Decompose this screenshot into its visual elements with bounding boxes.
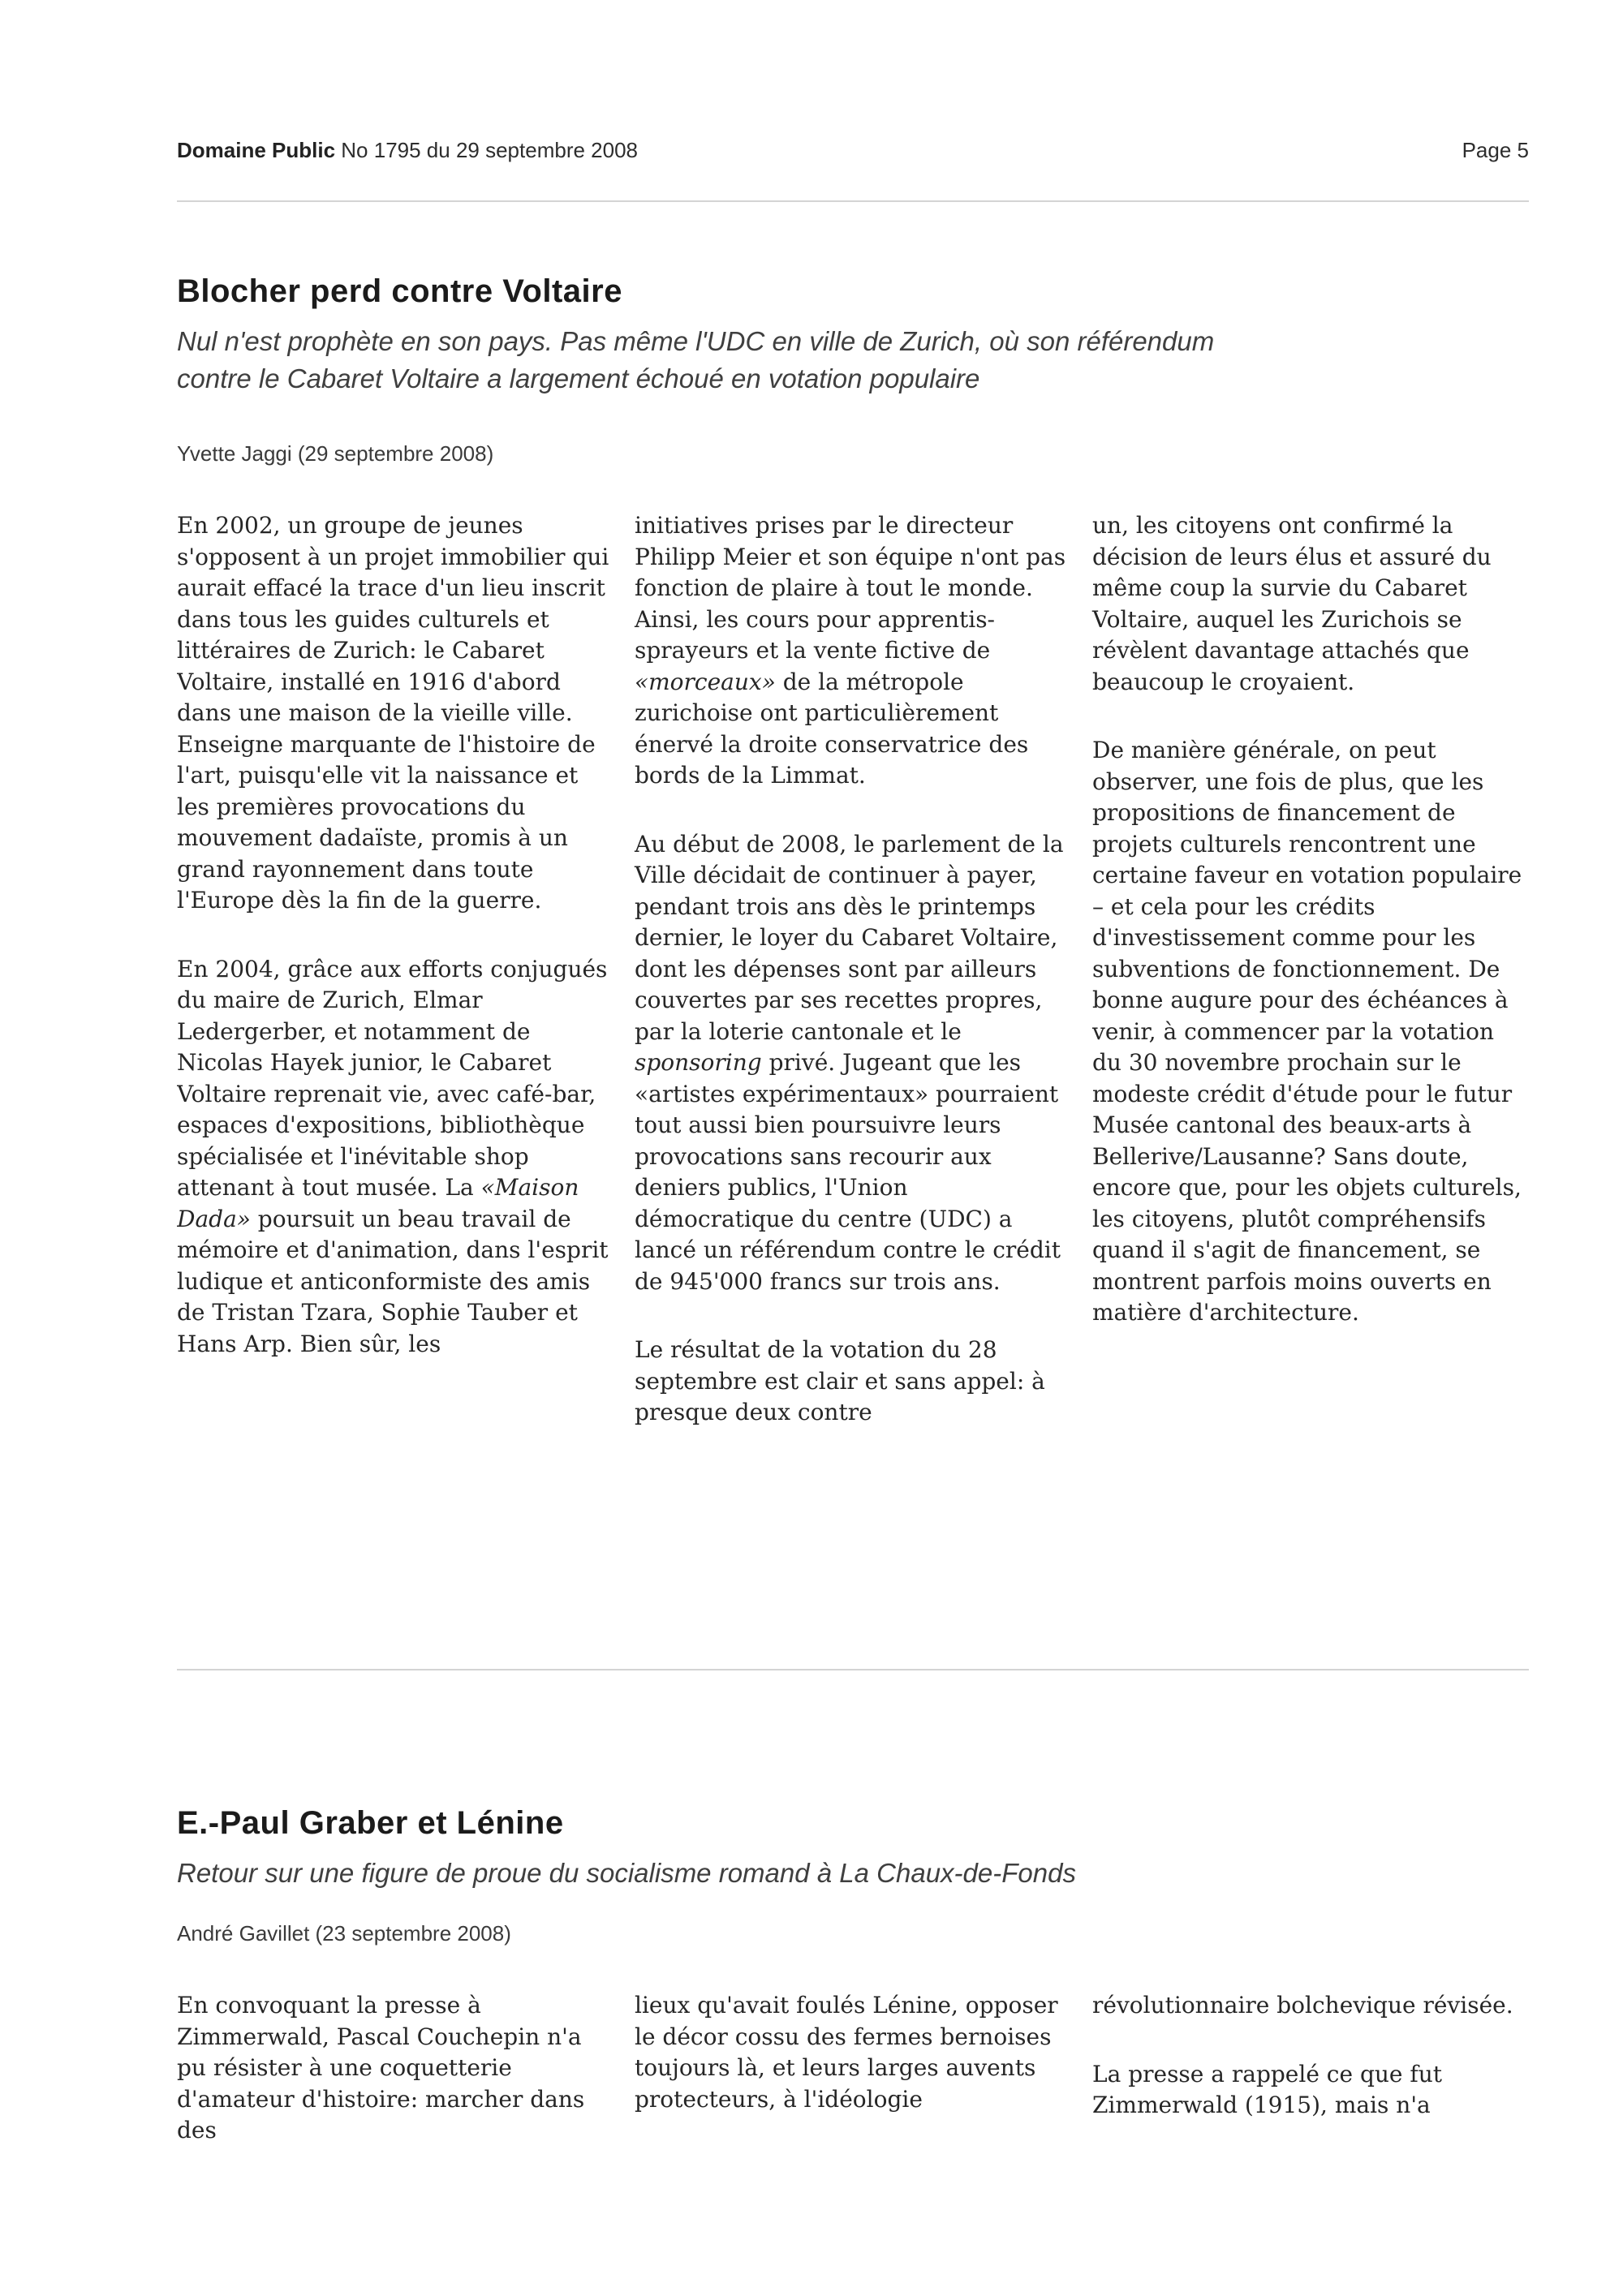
text-run: Le résultat de la votation du 28 septembre est clair et sans appel: à presque deux contre [635, 1336, 1045, 1425]
body-paragraph [1092, 1990, 1529, 2022]
page-header [177, 0, 1529, 163]
body-paragraph [635, 829, 1071, 1298]
text-column [1092, 510, 1529, 1640]
article-title: Blocher perd contre Voltaire [177, 273, 622, 309]
body-paragraph [1092, 510, 1529, 698]
page-number: Page 5 [1462, 138, 1529, 162]
body-paragraph [635, 1990, 1071, 2115]
header-divider [177, 200, 1529, 202]
text-run: poursuit un beau travail de mémoire et d'animation, dans l'esprit ludique et anticonformiste des amis de Tristan Tzara, Sophie Tauber et Hans Arp. Bien sûr, les [177, 1205, 609, 1357]
article-title: E.-Paul Graber et Lénine [177, 1805, 564, 1841]
italic-run: «morceaux» [635, 668, 776, 695]
issue-info: No 1795 du 29 septembre 2008 [341, 138, 638, 162]
text-run: La presse a rappelé ce que fut Zimmerwald (1915), mais n'a [1092, 2060, 1443, 2118]
article-subtitle: Nul n'est prophète en son pays. Pas même l'UDC en ville de Zurich, où son référendum contre le Cabaret Voltaire a largement échoué en votation populaire [177, 326, 1215, 393]
italic-run: «Maison Dada» [177, 1174, 579, 1232]
article-byline: Yvette Jaggi (29 septembre 2008) [177, 441, 494, 466]
text-run: En convoquant la presse à Zimmerwald, Pascal Couchepin n'a pu résister à une coquetterie d'amateur d'histoire: marcher dans des [177, 1992, 585, 2143]
article-body-columns [177, 510, 1529, 1640]
body-paragraph [177, 510, 613, 917]
text-run: lieux qu'avait foulés Lénine, opposer le décor cossu des fermes bernoises toujours là, et leurs larges auvents protecteurs, à l'idéologie [635, 1992, 1058, 2113]
text-run: De manière générale, on peut observer, une fois de plus, que les propositions de financement de projets culturels rencontrent une certaine faveur en votation populaire – et cela pour les crédits d'investissement comme pour les subventions de fonctionnement. De bonne augure pour des échéances à venir, à commencer par la votation du 30 novembre prochain sur le modeste crédit d'étude pour le futur Musée cantonal des beaux-arts à Bellerive/Lausanne? Sans doute, encore que, pour les objets culturels, les citoyens, plutôt compréhensifs quand il s'agit de financement, se montrent parfois moins ouverts en matière d'architecture. [1092, 737, 1522, 1326]
text-column [1092, 1990, 1529, 2234]
body-paragraph [177, 954, 613, 1361]
text-column [635, 1990, 1071, 2234]
article-subtitle: Retour sur une figure de proue du socialisme romand à La Chaux-de-Fonds [177, 1858, 1076, 1888]
header-left [177, 138, 638, 163]
text-run: révolutionnaire bolchevique révisée. [1092, 1992, 1513, 2019]
section-divider [177, 1669, 1529, 1670]
text-run: initiatives prises par le directeur Philipp Meier et son équipe n'ont pas fonction de plaire à tout le monde. Ainsi, les cours pour apprentis-sprayeurs et la vente fictive de [635, 512, 1066, 664]
body-paragraph [1092, 735, 1529, 1329]
italic-run: sponsoring [635, 1049, 762, 1076]
article-graber [177, 1805, 1529, 2234]
text-run: de la métropole zurichoise ont particulièrement énervé la droite conservatrice des bords de la Limmat. [635, 668, 1029, 789]
text-run: En 2004, grâce aux efforts conjugués du maire de Zurich, Elmar Ledergerber, et notamment de Nicolas Hayek junior, le Cabaret Voltaire reprenait vie, avec café-bar, espaces d'expositions, bibliothèque spécialisée et l'inévitable shop attenant à tout musée. La [177, 955, 608, 1201]
body-paragraph [635, 510, 1071, 792]
body-paragraph [177, 1990, 613, 2147]
body-paragraph [1092, 2059, 1529, 2122]
article-body-columns [177, 1990, 1529, 2234]
text-column [177, 510, 613, 1640]
article-byline: André Gavillet (23 septembre 2008) [177, 1921, 511, 1946]
text-run: En 2002, un groupe de jeunes s'opposent à un projet immobilier qui aurait effacé la trace d'un lieu inscrit dans tous les guides culturels et littéraires de Zurich: le Cabaret Voltaire, installé en 1916 d'abord dans une maison de la vieille ville. Enseigne marquante de l'histoire de l'art, puisqu'elle vit la naissance et les premières provocations du mouvement dadaïste, promis à un grand rayonnement dans toute l'Europe dès la fin de la guerre. [177, 512, 609, 914]
text-column [635, 510, 1071, 1640]
text-run: privé. Jugeant que les «artistes expérimentaux» pourraient tout aussi bien poursuivre leurs provocations sans recourir aux deniers publics, l'Union démocratique du centre (UDC) a lancé un référendum contre le crédit de 945'000 francs sur trois ans. [635, 1049, 1061, 1295]
text-run: Au début de 2008, le parlement de la Ville décidait de continuer à payer, pendant trois ans dès le printemps dernier, le loyer du Cabaret Voltaire, dont les dépenses sont par ailleurs couvertes par ses recettes propres, par la loterie cantonale et le [635, 830, 1064, 1045]
article-blocher [177, 273, 1529, 1640]
body-paragraph [635, 1335, 1071, 1429]
publication-name: Domaine Public [177, 138, 336, 162]
text-column [177, 1990, 613, 2234]
text-run: un, les citoyens ont confirmé la décision de leurs élus et assuré du même coup la survie du Cabaret Voltaire, auquel les Zurichois se révèlent davantage attachés que beaucoup le croyaient. [1092, 512, 1492, 695]
